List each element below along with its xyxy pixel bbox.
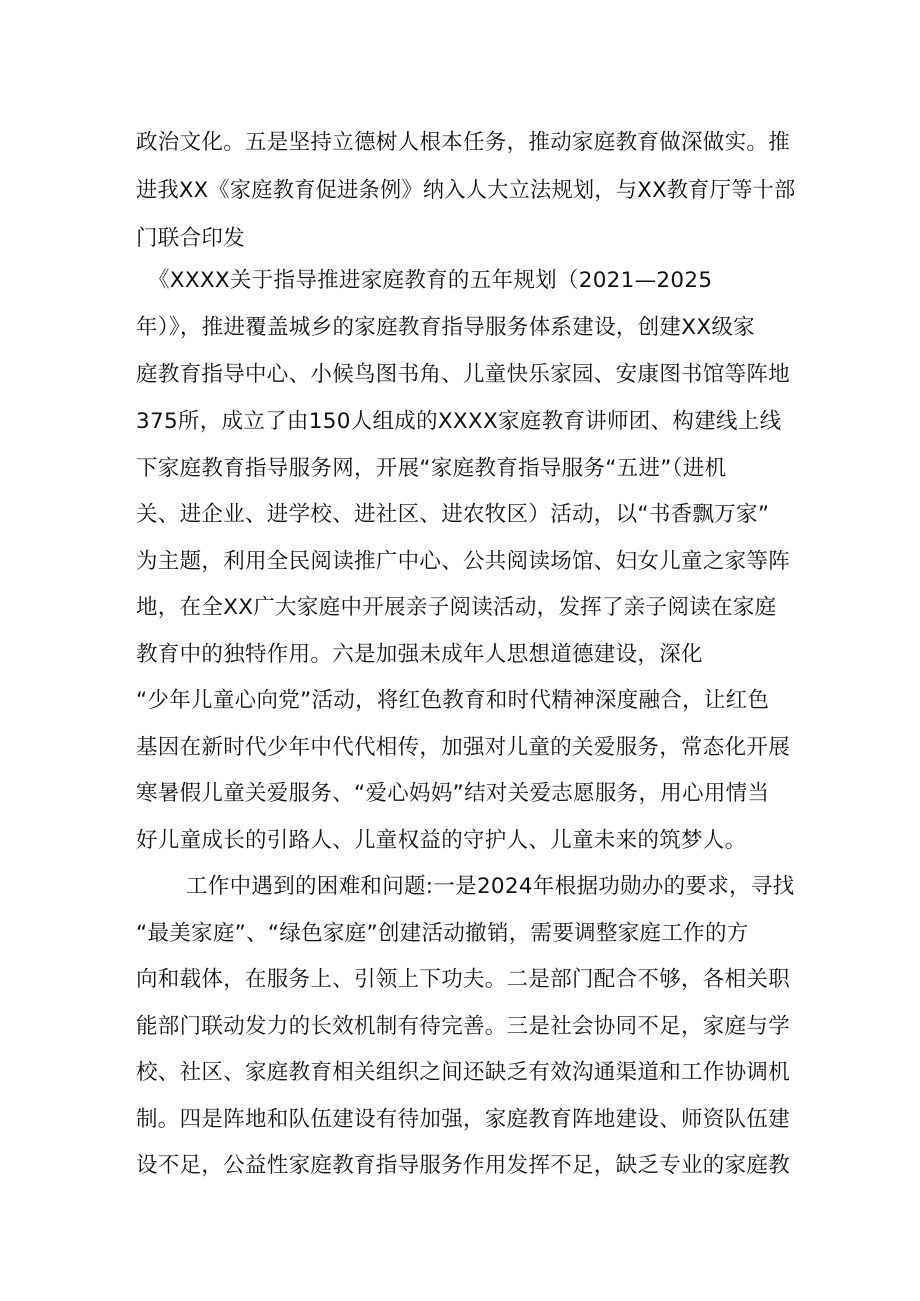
text-line: 基因在新时代少年中代代相传，加强对儿童的关爱服务，常态化开展 [136, 735, 791, 760]
text-line: 向和载体，在服务上、引领上下功夫。二是部门配合不够，各相关职 [136, 967, 791, 992]
text-line: 为主题，利用全民阅读推广中心、公共阅读场馆、妇女儿童之家等阵 [136, 549, 791, 574]
text-line: 工作中遇到的困难和问题:一是2024年根据功勋办的要求，寻找 [186, 874, 795, 899]
text-line: 设不足，公益性家庭教育指导服务作用发挥不足，缺乏专业的家庭教 [136, 1153, 791, 1178]
text-line: “最美家庭”、“绿色家庭”创建活动撤销，需要调整家庭工作的方 [136, 921, 749, 946]
text-line: 政治文化。五是坚持立德树人根本任务，推动家庭教育做深做实。推 [136, 130, 791, 155]
text-line: 寒暑假儿童关爱服务、“爱心妈妈”结对关爱志愿服务，用心用情当 [136, 781, 770, 806]
text-line: 校、社区、家庭教育相关组织之间还缺乏有效沟通渠道和工作协调机 [136, 1060, 791, 1085]
text-line: 制。四是阵地和队伍建设有待加强，家庭教育阵地建设、师资队伍建 [136, 1107, 791, 1132]
text-line: 教育中的独特作用。六是加强未成年人思想道德建设，深化 [136, 642, 703, 667]
text-line: 进我XX《家庭教育促进条例》纳入人大立法规划，与XX教育厅等十部 [136, 178, 796, 203]
text-line: 能部门联动发力的长效机制有待完善。三是社会协同不足，家庭与学 [136, 1014, 791, 1039]
text-line: 375所，成立了由150人组成的XXXX家庭教育讲师团、构建线上线 [136, 409, 782, 434]
text-line: 《XXXX关于指导推进家庭教育的五年规划（2021—2025 [148, 268, 713, 293]
text-line: 下家庭教育指导服务网，开展“家庭教育指导服务“五进”（进机 [136, 456, 727, 481]
text-line: 庭教育指导中心、小候鸟图书角、儿童快乐家园、安康图书馆等阵地 [136, 362, 791, 387]
text-line: 门联合印发 [136, 226, 246, 251]
text-line: 年）》，推进覆盖城乡的家庭教育指导服务体系建设，创建XX级家 [136, 315, 755, 340]
text-line: “少年儿童心向党”活动，将红色教育和时代精神深度融合，让红色 [136, 688, 770, 713]
text-line: 好儿童成长的引路人、儿童权益的守护人、儿童未来的筑梦人。 [136, 828, 747, 853]
text-line: 地，在全XX广大家庭中开展亲子阅读活动，发挥了亲子阅读在家庭 [136, 595, 777, 620]
text-line: 关、进企业、进学校、进社区、进农牧区）活动，以“书香飘万家” [136, 502, 770, 527]
